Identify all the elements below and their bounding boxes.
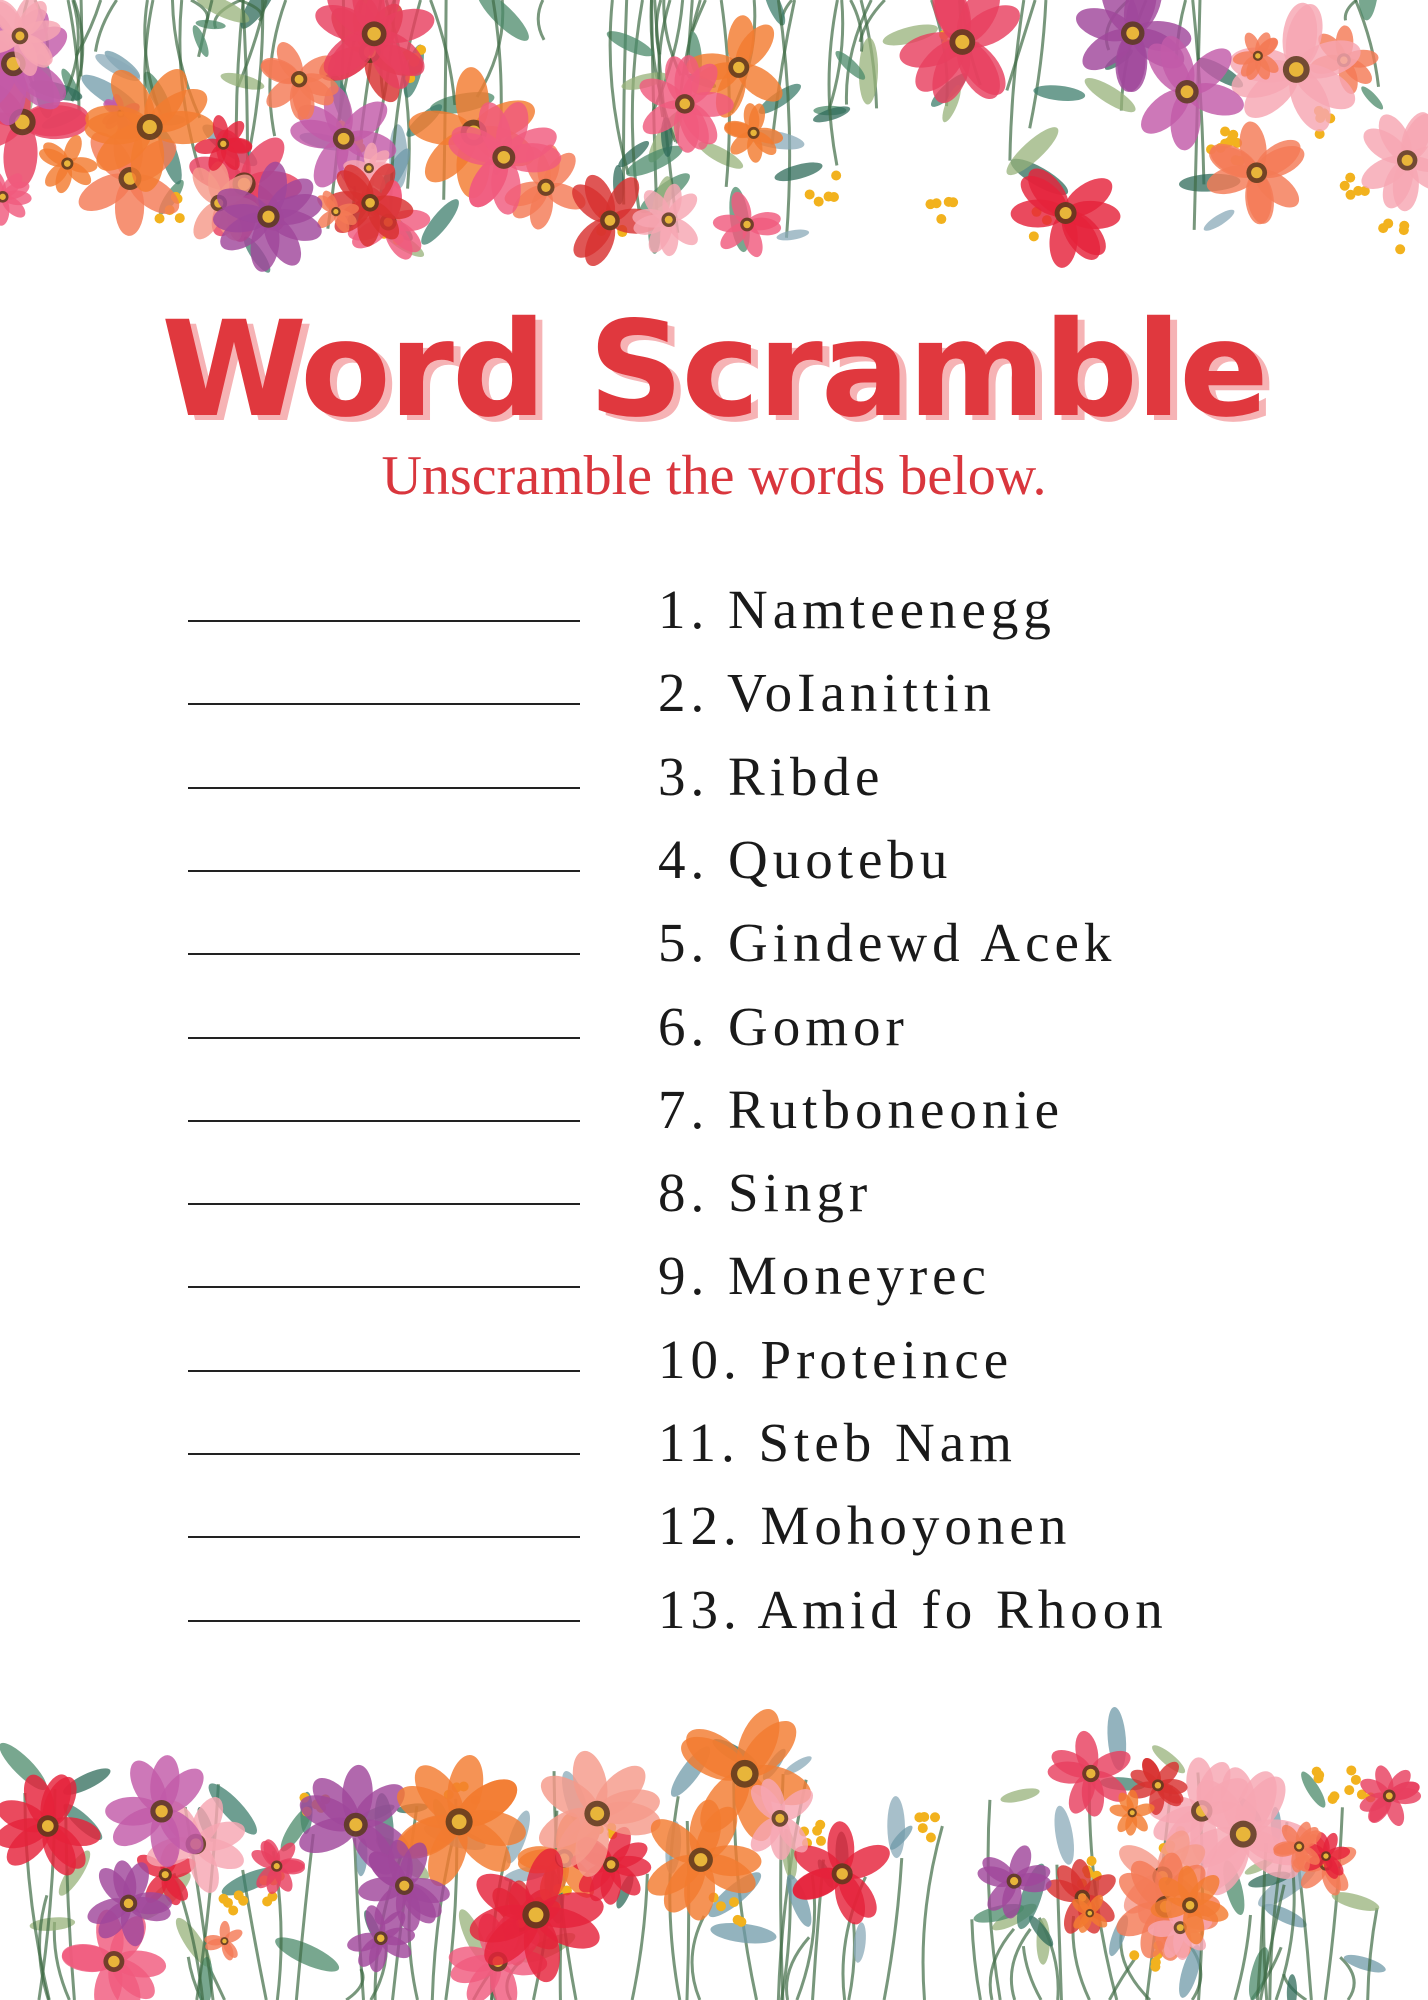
floral-border-icon bbox=[0, 1700, 1428, 2000]
list-item bbox=[0, 1491, 1428, 1561]
top-floral-border bbox=[0, 0, 1428, 300]
list-item bbox=[0, 992, 1428, 1062]
list-item bbox=[0, 1075, 1428, 1145]
scrambled-word: 10. Proteince bbox=[658, 1328, 1014, 1390]
scrambled-word: 11. Steb Nam bbox=[658, 1412, 1017, 1473]
answer-blank-line[interactable] bbox=[188, 870, 580, 872]
scrambled-word: 1. Namteenegg bbox=[658, 579, 1056, 640]
list-item bbox=[0, 908, 1428, 978]
scrambled-word: 3. Ribde bbox=[658, 745, 885, 807]
list-item bbox=[0, 1158, 1428, 1228]
scrambled-word: 5. Gindewd Acek bbox=[658, 912, 1117, 974]
bottom-floral-border bbox=[0, 1700, 1428, 2000]
answer-blank-line[interactable] bbox=[188, 1453, 580, 1455]
page-subtitle: Unscramble the words below. bbox=[381, 445, 1047, 507]
page-title: Word Scramble bbox=[161, 293, 1267, 447]
list-item bbox=[0, 742, 1428, 812]
answer-blank-line[interactable] bbox=[188, 1370, 580, 1372]
list-item bbox=[0, 1575, 1428, 1645]
scrambled-word: 13. Amid fo Rhoon bbox=[658, 1578, 1168, 1640]
scrambled-word: 6. Gomor bbox=[658, 995, 909, 1057]
answer-blank-line[interactable] bbox=[188, 1286, 580, 1288]
list-item bbox=[0, 1325, 1428, 1395]
list-item bbox=[0, 1408, 1428, 1478]
answer-blank-line[interactable] bbox=[188, 787, 580, 789]
list-item bbox=[0, 658, 1428, 728]
scrambled-word: 9. Moneyrec bbox=[658, 1245, 991, 1307]
answer-blank-line[interactable] bbox=[188, 1120, 580, 1122]
scrambled-word: 8. Singr bbox=[658, 1162, 873, 1224]
answer-blank-line[interactable] bbox=[188, 620, 580, 622]
answer-blank-line[interactable] bbox=[188, 953, 580, 955]
scrambled-word: 12. Mohoyonen bbox=[658, 1495, 1072, 1557]
answer-blank-line[interactable] bbox=[188, 1620, 580, 1622]
list-item bbox=[0, 575, 1428, 645]
answer-blank-line[interactable] bbox=[188, 703, 580, 705]
list-item bbox=[0, 825, 1428, 895]
floral-border-icon bbox=[0, 0, 1428, 300]
answer-blank-line[interactable] bbox=[188, 1037, 580, 1039]
list-item bbox=[0, 1241, 1428, 1311]
scrambled-word: 4. Quotebu bbox=[658, 828, 953, 890]
answer-blank-line[interactable] bbox=[188, 1203, 580, 1205]
header bbox=[0, 293, 1428, 508]
answer-blank-line[interactable] bbox=[188, 1536, 580, 1538]
scrambled-word: 2. VoIanittin bbox=[658, 662, 996, 724]
scrambled-word: 7. Rutboneonie bbox=[658, 1078, 1065, 1140]
